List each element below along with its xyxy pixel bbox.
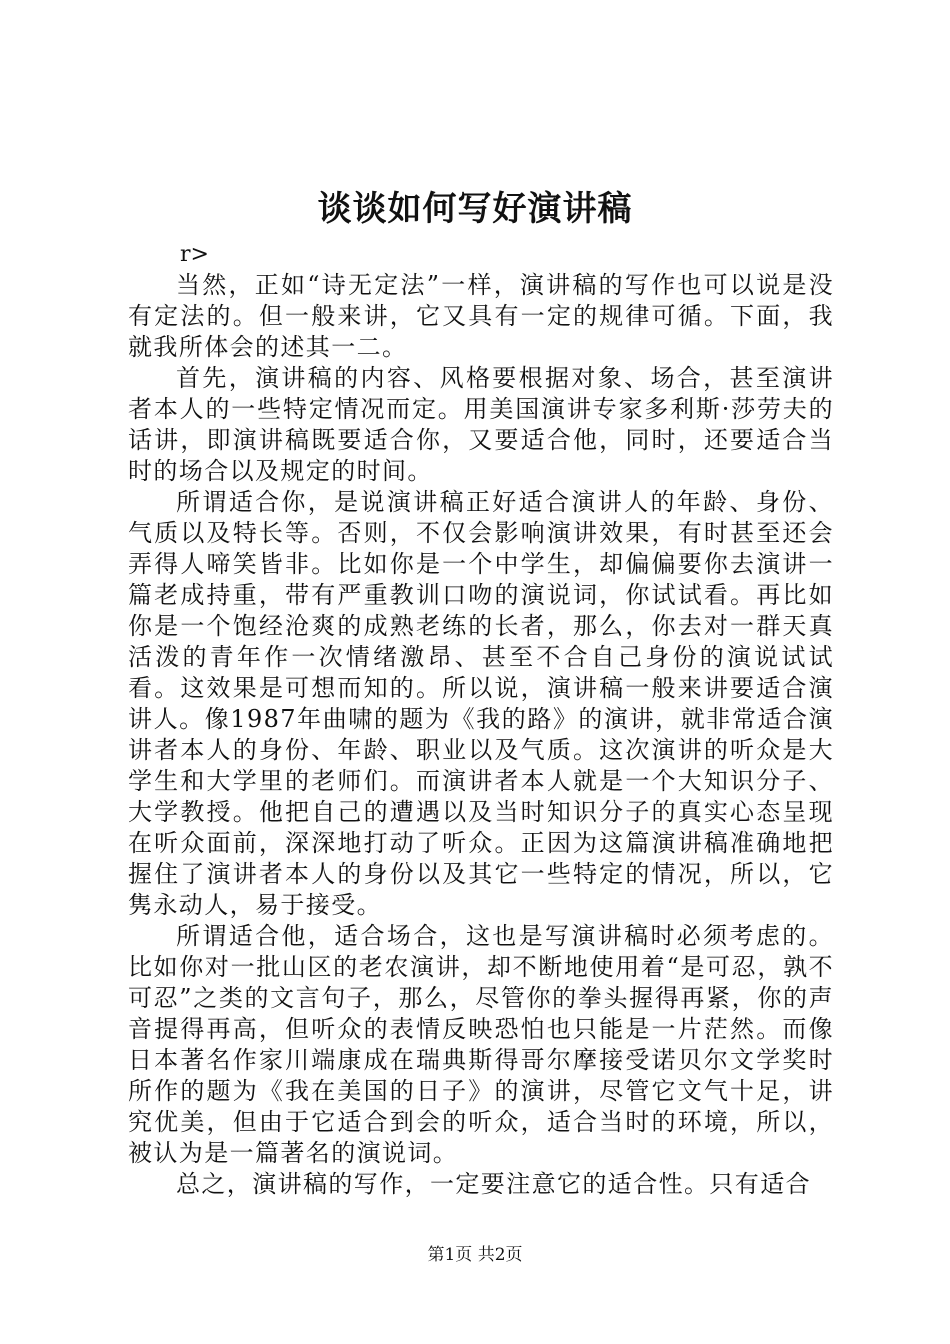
document-body [128, 270, 834, 1200]
document-title: 谈谈如何写好演讲稿 [317, 189, 633, 229]
paragraph: 所谓适合你，是说演讲稿正好适合演讲人的年龄、身份、气质以及特长等。否则，不仅会影响演讲效果，有时甚至还会弄得人啼笑皆非。比如你是一个中学生，却偏偏要你去演讲一篇老成持重，带有严重教训口吻的演说词，你试试看。再比如你是一个饱经沧爽的成熟老练的长者，那么，你去对一群天真活泼的青年作一次情绪激昂、甚至不合自己身份的演说试试看。这效果是可想而知的。所以说，演讲稿一般来讲要适合演讲人。像1987年曲啸的题为《我的路》的演讲，就非常适合演讲者本人的身份、年龄、职业以及气质。这次演讲的听众是大学生和大学里的老师们。而演讲者本人就是一个大知识分子、大学教授。他把自己的遭遇以及当时知识分子的真实心态呈现在听众面前，深深地打动了听众。正因为这篇演讲稿准确地把握住了演讲者本人的身份以及其它一些特定的情况，所以，它隽永动人，易于接受。 [128, 488, 834, 919]
page-number-footer: 第1页 共2页 [427, 1245, 523, 1265]
paragraph: 当然，正如“诗无定法”一样，演讲稿的写作也可以说是没有定法的。但一般来讲，它又具有一定的规律可循。下面，我就我所体会的述其一二。 [128, 271, 834, 361]
paragraph: 总之，演讲稿的写作，一定要注意它的适合性。只有适合 [176, 1170, 811, 1198]
paragraph: 首先，演讲稿的内容、风格要根据对象、场合，甚至演讲者本人的一些特定情况而定。用美国演讲专家多利斯·莎劳夫的话讲，即演讲稿既要适合你，又要适合他，同时，还要适合当时的场合以及规定的时间。 [128, 364, 834, 485]
stray-marker-text: r> [180, 242, 209, 267]
paragraph: 所谓适合他，适合场合，这也是写演讲稿时必须考虑的。比如你对一批山区的老农演讲，却不断地使用着“是可忍，孰不可忍”之类的文言句子，那么，尽管你的拳头握得再紧，你的声音提得再高，但听众的表情反映恐怕也只能是一片茫然。而像日本著名作家川端康成在瑞典斯得哥尔摩接受诺贝尔文学奖时所作的题为《我在美国的日子》的演讲，尽管它文气十足，讲究优美，但由于它适合到会的听众，适合当时的环境，所以，被认为是一篇著名的演说词。 [128, 922, 834, 1167]
